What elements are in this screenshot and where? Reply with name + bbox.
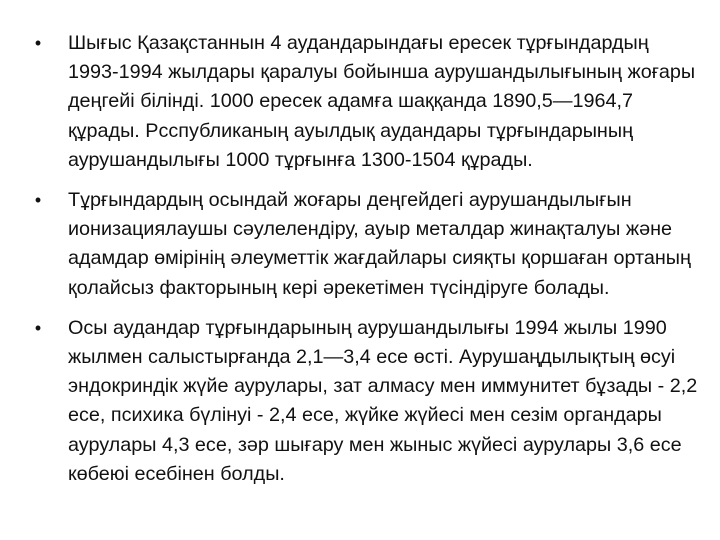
- bullet-marker: •: [34, 317, 42, 338]
- bullet-item: [28, 29, 700, 175]
- bullet-marker: •: [34, 33, 42, 53]
- bullet-item: [28, 314, 700, 489]
- bullet-text: Шығыс Қазақстаннын 4 аудандарындағы ересек тұрғындардың 1993-1994 жылдары қаралуы бойынша аурушандылығының жоғары деңгейі білінді. 1000 ересек адамға шаққанда 1890,5—1964,7 құрады. Рсспубликаның ауылдық аудандары тұрғындарының аурушандылығы 1000 тұрғынға 1300-1504 құрады.: [68, 32, 696, 171]
- bullet-list: [28, 29, 700, 500]
- bullet-text: Тұрғындардың осындай жоғары деңгейдегі аурушандылығын ионизациялаушы сәулелендіру, ауыр металдар жинақталуы және адамдар өмірінің әлеуметтік жағдайлары сияқты қоршаған ортаның қолайсыз факторының кері әрекетімен түсіндіруге болады.: [68, 189, 691, 299]
- bullet-item: [28, 186, 700, 303]
- bullet-marker: •: [34, 190, 42, 211]
- bullet-text: Осы аудандар тұрғындарының аурушандылығы 1994 жылы 1990 жылмен салыстырғанда 2,1—3,4 есе өсті. Аурушаңдылықтың өсуі эндокриндік жүйе аурулары, зат алмасу мен иммунитет бұзады - 2,2 есе, психика бүлінуі - 2,4 есе, жүйке жүйесі мен сезім органдары аурулары 4,3 есе, зәр шығару мен жыныс жүйесі аурулары 3,6 есе көбеюі есебінен болды.: [68, 316, 698, 485]
